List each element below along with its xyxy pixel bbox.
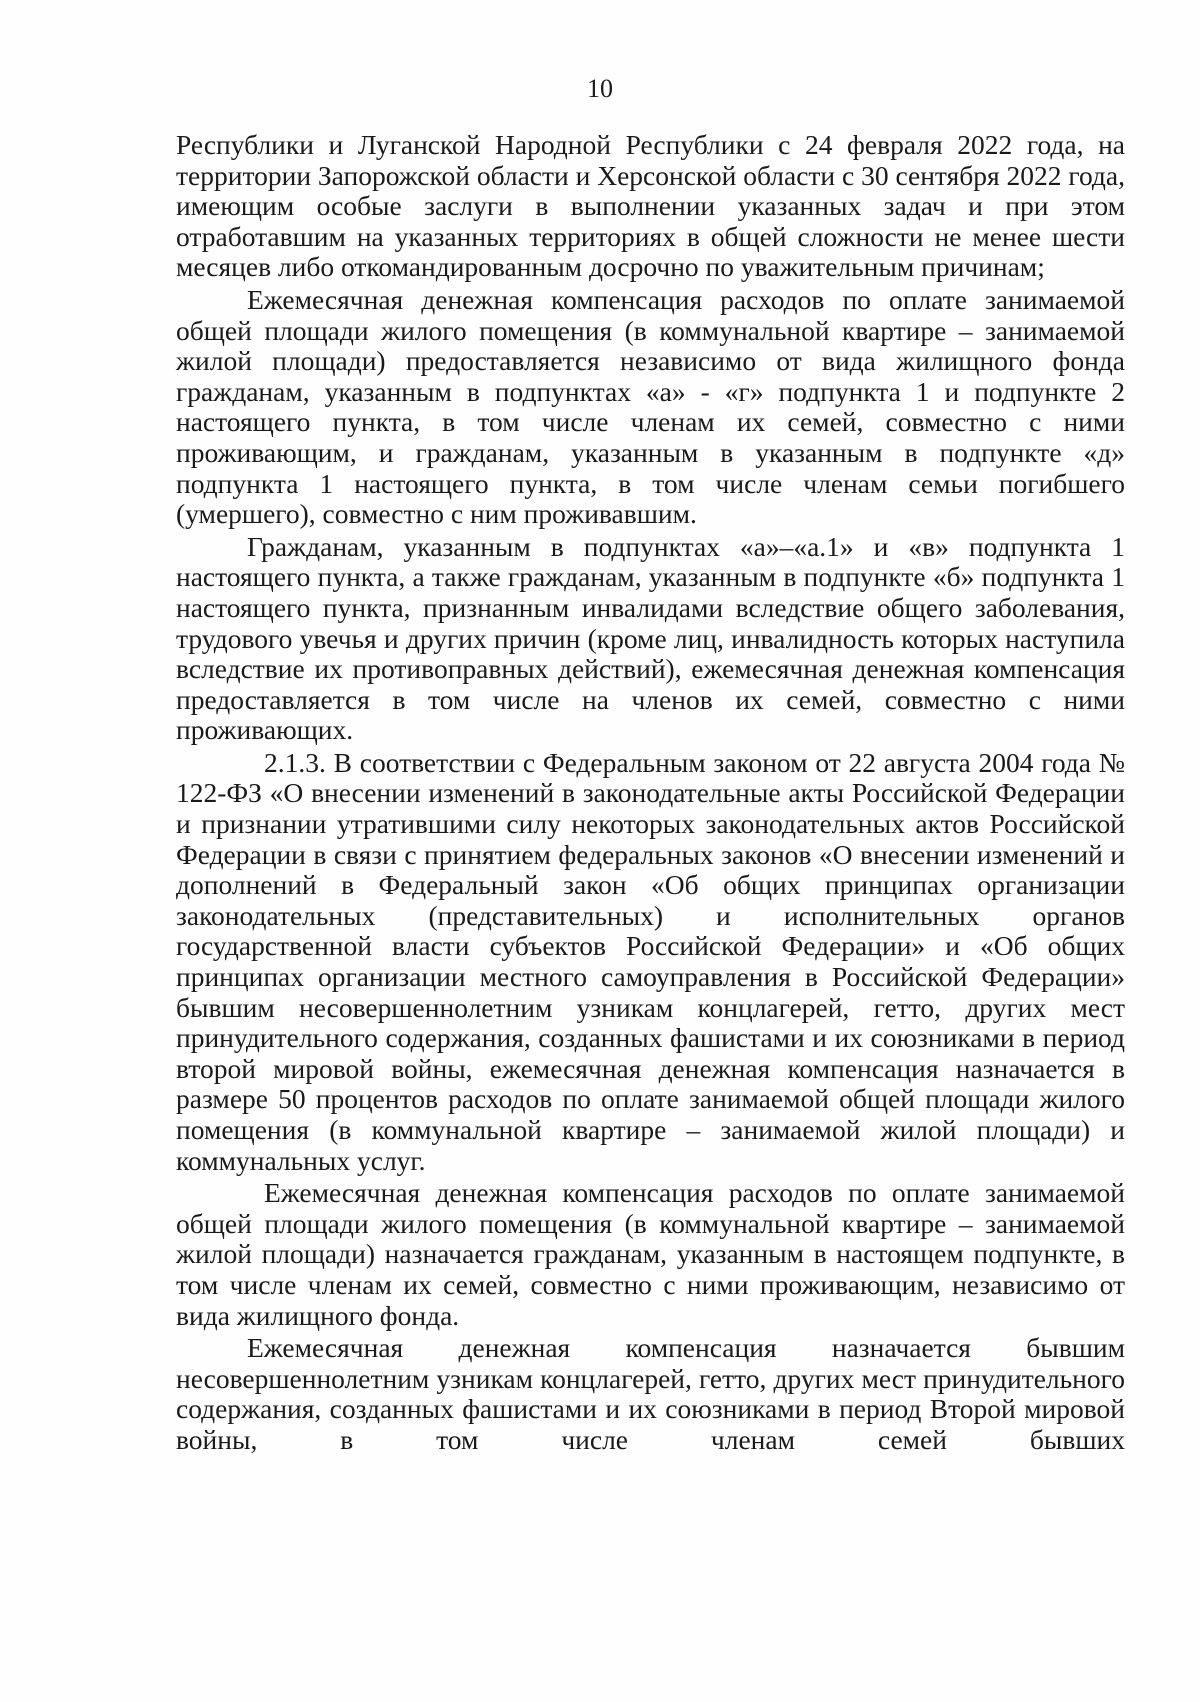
paragraph-compensation-housing-area: Ежемесячная денежная компенсация расходов по оплате занимаемой общей площади жилого помещения (в коммунальной квартире – занимаемой жилой площади) назначается гражданам, указанным в настоящем подпункте, в том числе членам их семей, совместно с ними проживающим, независимо от вида жилищного фонда. (176, 1177, 1125, 1331)
paragraph-housing-compensation: Ежемесячная денежная компенсация расходов по оплате занимаемой общей площади жилого помещения (в коммунальной квартире – занимаемой жилой площади) предоставляется независимо от вида жилищного фонда гражданам, указанным в подпунктах «а» - «г» подпункта 1 и подпункте 2 настоящего пункта, в том числе членам их семей, совместно с ними проживающим, и гражданам, указанным в указанным в подпункте «д» подпункта 1 настоящего пункта, в том числе членам семьи погибшего (умершего), совместно с ним проживавшим. (176, 283, 1125, 530)
paragraph-disabled-citizens: Гражданам, указанным в подпунктах «а»–«а.1» и «в» подпункта 1 настоящего пункта, а также гражданам, указанным в подпункте «б» подпункта 1 настоящего пункта, признанным инвалидами вследствие общего заболевания, трудового увечья и других причин (кроме лиц, инвалидность которых наступила вследствие их противоправных действий), ежемесячная денежная компенсация предоставляется в том числе на членов их семей, совместно с ними проживающих. (176, 530, 1125, 746)
paragraph-2-1-3: 2.1.3. В соответствии с Федеральным законом от 22 августа 2004 года № 122-ФЗ «О внесении изменений в законодательные акты Российской Федерации и признании утратившими силу некоторых законодательных актов Российской Федерации в связи с принятием федеральных законов «О внесении изменений и дополнений в Федеральный закон «Об общих принципах организации законодательных (представительных) и исполнительных органов государственной власти субъектов Российской Федерации» и «Об общих принципах организации местного самоуправления в Российской Федерации» бывшим несовершеннолетним узникам концлагерей, гетто, других мест принудительного содержания, созданных фашистами и их союзниками в период второй мировой войны, ежемесячная денежная компенсация назначается в размере 50 процентов расходов по оплате занимаемой общей площади жилого помещения (в коммунальной квартире – занимаемой жилой площади) и коммунальных услуг. (176, 746, 1125, 1176)
paragraph-former-prisoners: Ежемесячная денежная компенсация назначается бывшим несовершеннолетним узникам концлагерей, гетто, других мест принудительного содержания, созданных фашистами и их союзниками в период Второй мировой войны, в том числе членам семей бывших (176, 1332, 1125, 1455)
document-body (176, 130, 1125, 1458)
paragraph-continuation: Республики и Луганской Народной Республики с 24 февраля 2022 года, на территории Запорожской области и Херсонской области с 30 сентября 2022 года, имеющим особые заслуги в выполнении указанных задач и при этом отработавшим на указанных территориях в общей сложности не менее шести месяцев либо откомандированным досрочно по уважительным причинам; (176, 129, 1126, 283)
page-number: 10 (587, 74, 613, 103)
